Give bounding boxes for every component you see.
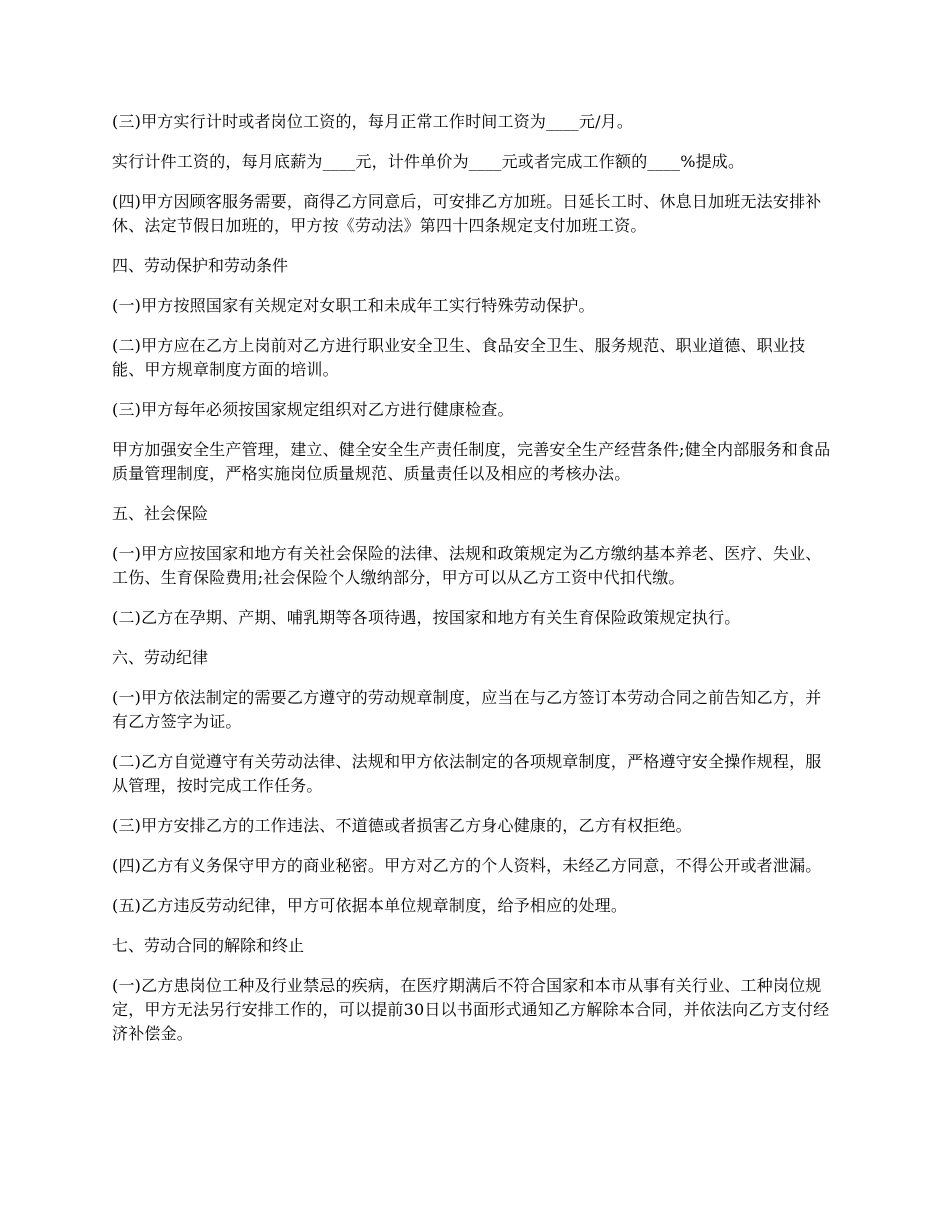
clause-1-insurance-payment: (一)甲方应按国家和地方有关社会保险的法律、法规和政策规定为乙方缴纳基本养老、医疗、失业、工伤、生育保险费用;社会保险个人缴纳部分，甲方可以从乙方工资中代扣代缴。 (112, 544, 822, 587)
section-heading-termination: 七、劳动合同的解除和终止 (112, 936, 305, 955)
piece-rate-wage: 实行计件工资的，每月底薪为____元，计件单价为____元或者完成工作额的____%提成。 (112, 152, 745, 171)
clause-3-hourly-wage: (三)甲方实行计时或者岗位工资的，每月正常工作时间工资为____元/月。 (112, 112, 634, 131)
section-heading-social-insurance: 五、社会保险 (112, 504, 209, 523)
clause-1-special-protection: (一)甲方按照国家有关规定对女职工和未成年工实行特殊劳动保护。 (112, 296, 595, 315)
clause-4-confidentiality: (四)乙方有义务保守甲方的商业秘密。甲方对乙方的个人资料，未经乙方同意，不得公开或者泄漏。 (112, 856, 822, 875)
clause-2-maternity: (二)乙方在孕期、产期、哺乳期等各项待遇，按国家和地方有关生育保险政策规定执行。 (112, 608, 741, 627)
document-page (112, 110, 832, 1062)
clause-2-training: (二)甲方应在乙方上岗前对乙方进行职业安全卫生、食品安全卫生、服务规范、职业道德、职业技能、甲方规章制度方面的培训。 (112, 336, 806, 379)
clause-1-rules-notice: (一)甲方依法制定的需要乙方遵守的劳动规章制度，应当在与乙方签订本劳动合同之前告知乙方，并有乙方签字为证。 (112, 688, 822, 731)
clause-3-right-to-refuse: (三)甲方安排乙方的工作违法、不道德或者损害乙方身心健康的，乙方有权拒绝。 (112, 816, 692, 835)
clause-1-illness-termination: (一)乙方患岗位工种及行业禁忌的疾病，在医疗期满后不符合国家和本市从事有关行业、工种岗位规定，甲方无法另行安排工作的，可以提前30日以书面形式通知乙方解除本合同，并依法向乙方支付经济补偿金。 (112, 976, 830, 1043)
clause-3-health-check: (三)甲方每年必须按国家规定组织对乙方进行健康检查。 (112, 400, 514, 419)
section-heading-labor-protection: 四、劳动保护和劳动条件 (112, 256, 289, 275)
clause-4-overtime: (四)甲方因顾客服务需要，商得乙方同意后，可安排乙方加班。日延长工时、休息日加班无法安排补休、法定节假日加班的，甲方按《劳动法》第四十四条规定支付加班工资。 (112, 192, 822, 235)
clause-2-compliance: (二)乙方自觉遵守有关劳动法律、法规和甲方依法制定的各项规章制度，严格遵守安全操作规程，服从管理，按时完成工作任务。 (112, 752, 822, 795)
safety-management: 甲方加强安全生产管理，建立、健全安全生产责任制度，完善安全生产经营条件;健全内部服务和食品质量管理制度，严格实施岗位质量规范、质量责任以及相应的考核办法。 (112, 440, 831, 483)
section-heading-discipline: 六、劳动纪律 (112, 648, 209, 667)
clause-5-violations: (五)乙方违反劳动纪律，甲方可依据本单位规章制度，给予相应的处理。 (112, 896, 628, 915)
